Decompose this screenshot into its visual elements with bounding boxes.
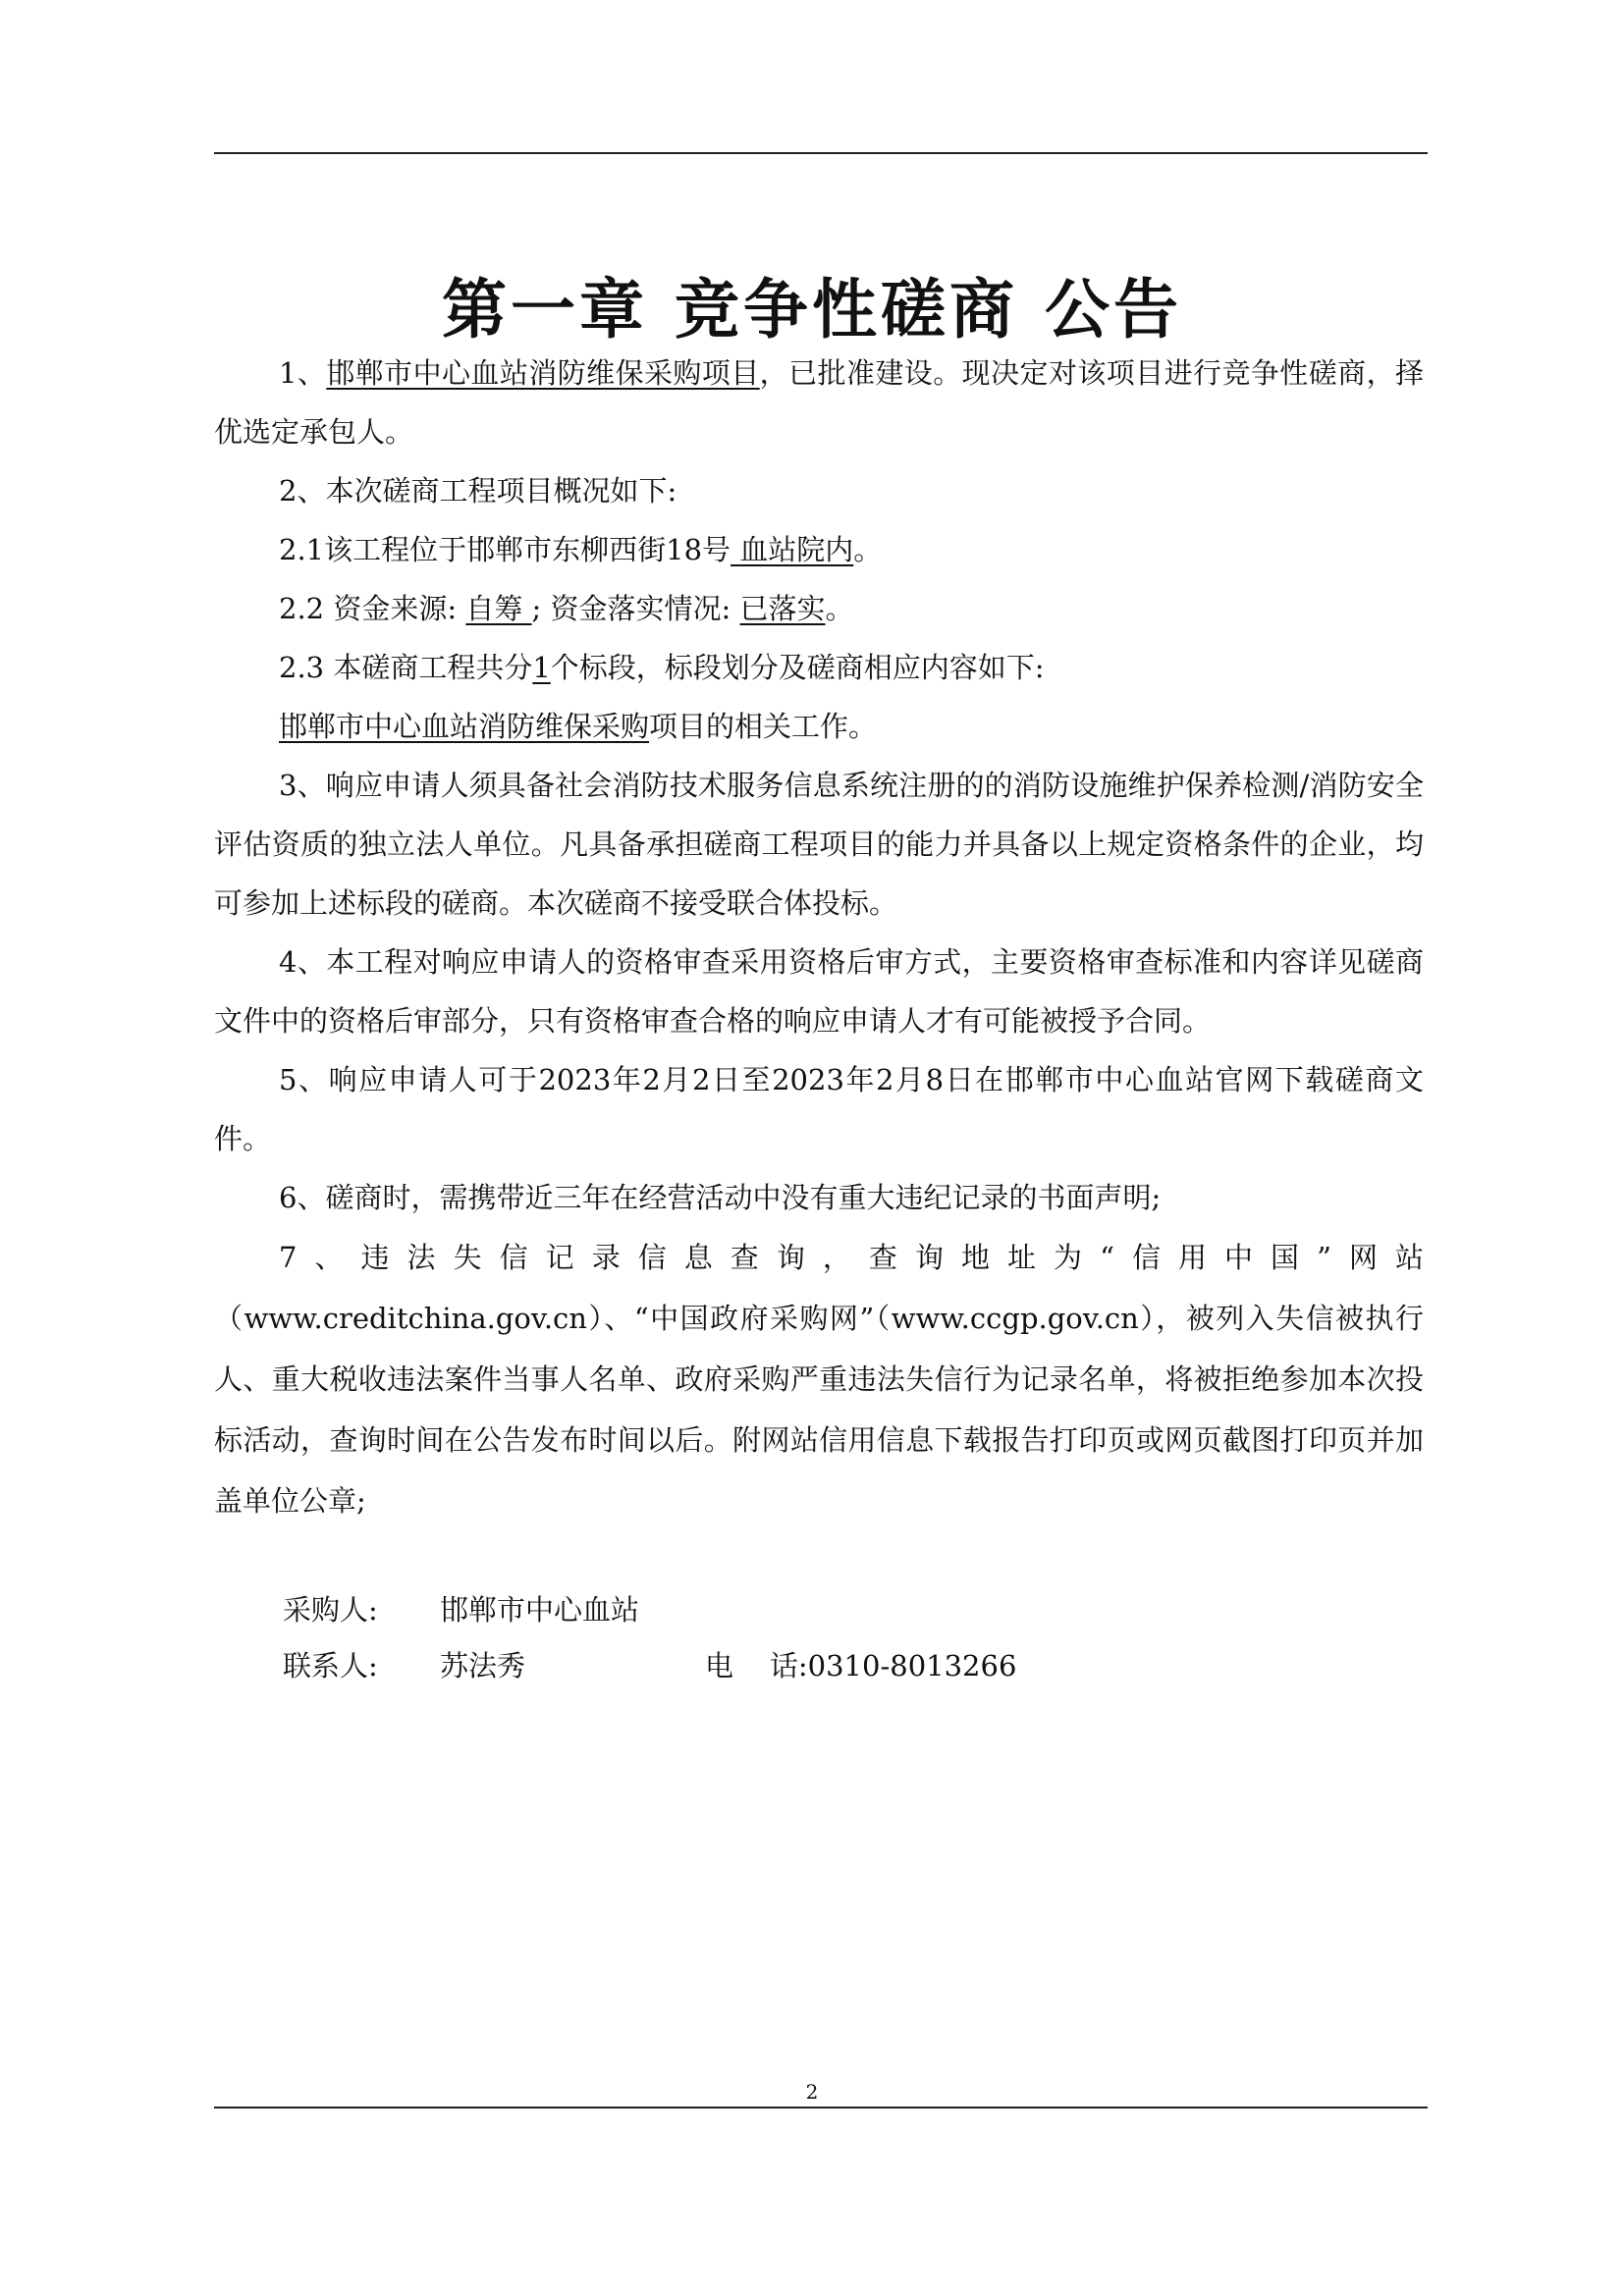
paragraph-2-3: 2.3 本磋商工程共分1个标段，标段划分及磋商相应内容如下: [279,651,1045,684]
paragraph-5: 5、响应申请人可于2023年2月2日至2023年2月8日在邯郸市中心血站官网下载磋商文件。 [214,1063,1424,1155]
footer-rule [214,2107,1428,2109]
paragraph-2-1: 2.1该工程位于邯郸市东柳西街18号 血站院内。 [279,533,883,566]
paragraph-2-3-detail: 邯郸市中心血站消防维保采购项目的相关工作。 [279,710,878,743]
phone-number: 0310-8013266 [807,1649,1017,1682]
paragraph-7: 7、违法失信记录信息查询，查询地址为“信用中国”网站（www.creditchina.gov.cn）、“中国政府采购网”（www.ccgp.gov.cn），被列入失信被执行人、重大税收违法案件当事人名单、政府采购严重违法失信行为记录名单，将被拒绝参加本次投标活动，查询时间在公告发布时间以后。附网站信用信息下载报告打印页或网页截图打印页并加盖单位公章; [214,1241,1424,1518]
purchaser-name: 邯郸市中心血站 [440,1593,640,1627]
paragraph-1: 1、邯郸市中心血站消防维保采购项目，已批准建设。现决定对该项目进行竞争性磋商，择优选定承包人。 [214,356,1424,449]
paragraph-3: 3、响应申请人须具备社会消防技术服务信息系统注册的的消防设施维护保养检测/消防安全评估资质的独立法人单位。凡具备承担磋商工程项目的能力并具备以上规定资格条件的企业，均可参加上述标段的磋商。本次磋商不接受联合体投标。 [214,769,1424,920]
purchaser-line [283,1588,639,1629]
paragraph-2: 2、本次磋商工程项目概况如下: [279,474,677,507]
paragraph-6: 6、磋商时，需携带近三年在经营活动中没有重大违纪记录的书面声明; [279,1181,1162,1214]
contact-line [283,1644,1016,1684]
page-title: 第一章 竞争性磋商 公告 [442,272,1182,347]
announcement-body [214,344,1424,1531]
paragraph-2-2: 2.2 资金来源: 自筹 ; 资金落实情况: 已落实。 [279,592,854,625]
header-rule [214,152,1428,154]
contact-label: 联系人: [283,1649,378,1682]
contact-name: 苏法秀 [440,1649,526,1682]
paragraph-4: 4、本工程对响应申请人的资格审查采用资格后审方式，主要资格审查标准和内容详见磋商文件中的资格后审部分，只有资格审查合格的响应申请人才有可能被授予合同。 [214,945,1424,1038]
phone-label: 电 话: [705,1649,808,1682]
purchaser-label: 采购人: [283,1593,378,1627]
page-number: 2 [805,2080,819,2104]
